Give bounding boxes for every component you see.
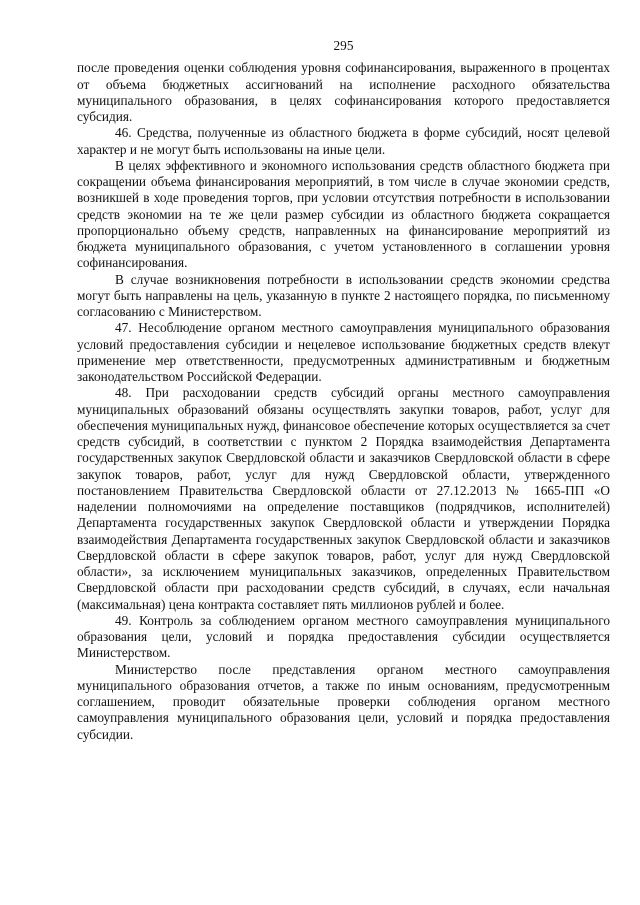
document-page	[77, 38, 610, 743]
paragraph-item-49: 49. Контроль за соблюдением органом местного самоуправления муниципального образования цели, условий и порядка предоставления субсидии осуществляется Министерством.	[77, 612, 610, 661]
paragraph-economy-usage: В случае возникновения потребности в использовании средств экономии средства могут быть направлены на цель, указанную в пункте 2 настоящего порядка, по письменному согласованию с Министерством.	[77, 271, 610, 319]
paragraph-item-47: 47. Несоблюдение органом местного самоуправления муниципального образования условий предоставления субсидии и нецелевое использование бюджетных средств влекут применение мер ответственности, предусмотренных административным и бюджетным законодательством Российской Федерации.	[77, 320, 610, 384]
paragraph-item-46: 46. Средства, полученные из областного бюджета в форме субсидий, носят целевой характер и не могут быть использованы на иные цели.	[77, 125, 610, 157]
paragraph-continuation: после проведения оценки соблюдения уровня софинансирования, выраженного в процентах от объема бюджетных ассигнований на исполнение расходного обязательства муниципального образования, в целях софинансирования которого предоставляется субсидия.	[77, 60, 610, 124]
page-number: 295	[333, 38, 354, 53]
paragraph-ministry-checks: Министерство после представления органом местного самоуправления муниципального образования отчетов, а также по иным основаниям, предусмотренным соглашением, проводит обязательные проверки соблюдения органом местного самоуправления муниципального образования цели, условий и порядка предоставления субсидии.	[77, 661, 610, 742]
paragraph-economy-reduction: В целях эффективного и экономного использования средств областного бюджета при сокращении объема финансирования мероприятий, в том числе в случае экономии средств, возникшей в ходе проведения торгов, при условии отсутствия потребности в использовании средств экономии на те же цели размер субсидии из областного бюджета сокращается пропорционально объему средств, направленных на финансирование мероприятий из бюджета муниципального образования, с учетом установленного в соглашении уровня софинансирования.	[77, 157, 610, 271]
paragraph-item-48: 48. При расходовании средств субсидий органы местного самоуправления муниципальных образований обязаны осуществлять закупки товаров, работ, услуг для обеспечения муниципальных нужд, финансовое обеспечение которых осуществляется за счет средств субсидий, в соответствии с пунктом 2 Порядка взаимодействия Департамента государственных закупок Свердловской области и заказчиков Свердловской области в сфере закупок товаров, работ, услуг для нужд Свердловской области, утвержденного постановлением Правительства Свердловской области от 27.12.2013 № 1665-ПП «О наделении полномочиями на определение поставщиков (подрядчиков, исполнителей) Департамента государственных закупок Свердловской области и утверждении Порядка взаимодействия Департамента государственных закупок Свердловской области и заказчиков Свердловской области в сфере закупок товаров, работ, услуг для нужд Свердловской области», за исключением муниципальных заказчиков, определенных Правительством Свердловской области при расходовании средств субсидий, в случаях, если начальная (максимальная) цена контракта составляет пять миллионов рублей и более.	[77, 385, 610, 612]
